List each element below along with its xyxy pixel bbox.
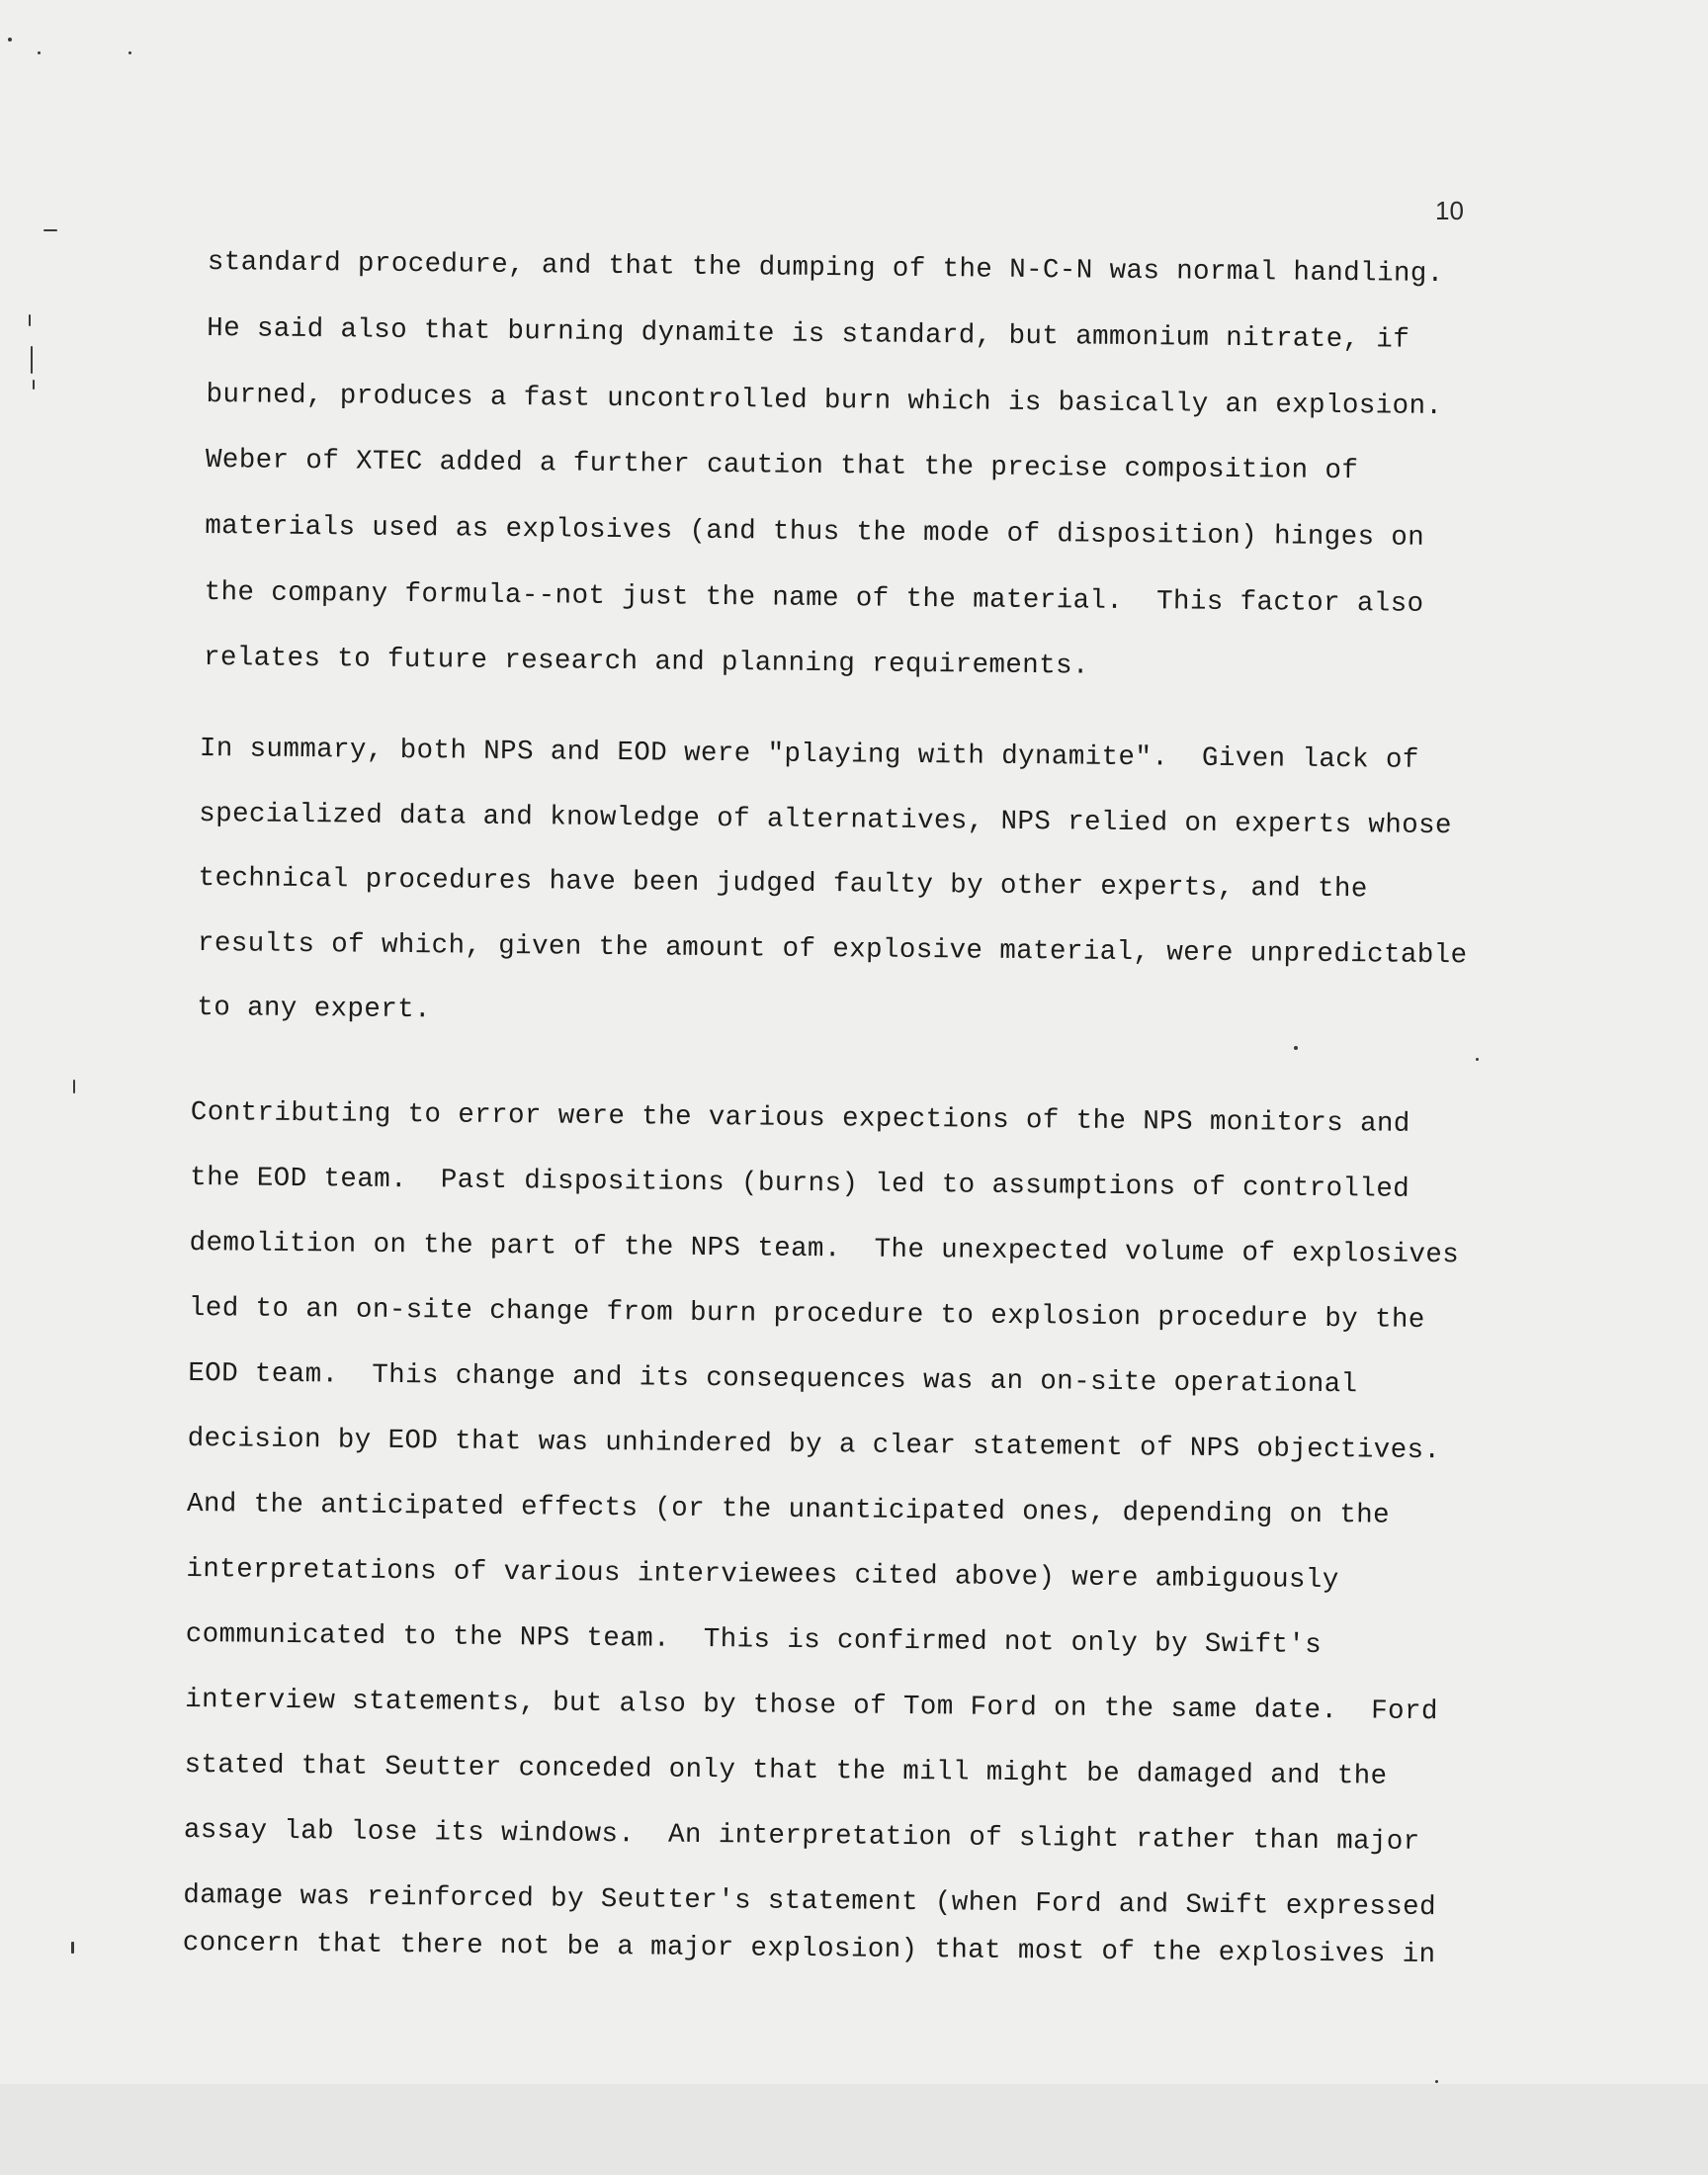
text-line: communicated to the NPS team. This is confirmed not only by Swift's: [185, 1618, 1323, 1662]
scan-speck: [29, 314, 31, 326]
text-line: Contributing to error were the various expections of the NPS monitors and: [190, 1097, 1410, 1140]
text-line: EOD team. This change and its consequences was an on-site operational: [188, 1357, 1358, 1401]
text-line: materials used as explosives (and thus the mode of disposition) hinges on: [205, 510, 1425, 554]
scan-speck: [73, 1080, 75, 1093]
text-line: He said also that burning dynamite is standard, but ammonium nitrate, if: [207, 312, 1410, 356]
text-line: Weber of XTEC added a further caution that the precise composition of: [205, 444, 1359, 487]
scan-speck: [31, 346, 33, 374]
text-line: the EOD team. Past dispositions (burns) led to assumptions of controlled: [190, 1162, 1410, 1205]
scan-speck: [38, 51, 41, 54]
text-line: In summary, both NPS and EOD were "playing with dynamite". Given lack of: [199, 734, 1419, 776]
scan-speck: [43, 229, 57, 231]
scan-speck: [128, 51, 131, 54]
text-line: decision by EOD that was unhindered by a clear statement of NPS objectives.: [187, 1423, 1441, 1467]
scan-speck: [1294, 1046, 1298, 1050]
text-line: specialized data and knowledge of alternatives, NPS relied on experts whose: [199, 798, 1453, 842]
text-line: damage was reinforced by Seutter's statement (when Ford and Swift expressed: [183, 1879, 1437, 1924]
text-line: relates to future research and planning requirements.: [203, 642, 1089, 682]
scan-speck: [1435, 2080, 1438, 2083]
scan-speck: [71, 1942, 74, 1954]
text-line: led to an on-site change from burn procedure to explosion procedure by the: [188, 1292, 1425, 1336]
text-line: assay lab lose its windows. An interpretation of slight rather than major: [183, 1814, 1420, 1858]
scan-speck: [8, 38, 12, 42]
page-number: 10: [1435, 196, 1464, 225]
text-line: demolition on the part of the NPS team. The unexpected volume of explosives: [189, 1227, 1460, 1271]
scan-speck: [33, 380, 35, 390]
text-line: interview statements, but also by those of Tom Ford on the same date. Ford: [185, 1684, 1438, 1728]
text-line: standard procedure, and that the dumping of the N-C-N was normal handling.: [207, 247, 1444, 291]
scan-speck: [1476, 1058, 1479, 1061]
text-line: And the anticipated effects (or the unanticipated ones, depending on the: [186, 1488, 1391, 1531]
scan-bottom-edge: [0, 2084, 1708, 2175]
text-line: technical procedures have been judged faulty by other experts, and the: [198, 862, 1368, 906]
text-line: to any expert.: [197, 992, 432, 1026]
text-line: burned, produces a fast uncontrolled burn which is basically an explosion.: [206, 379, 1443, 422]
text-line: interpretations of various interviewees cited above) were ambiguously: [186, 1553, 1339, 1597]
text-line: stated that Seutter conceded only that the mill might be damaged and the: [184, 1749, 1388, 1792]
text-line: results of which, given the amount of explosive material, were unpredictable: [197, 927, 1468, 972]
text-line: concern that there not be a major explosion) that most of the explosives in: [182, 1927, 1436, 1971]
text-line: the company formula--not just the name of the material. This factor also: [204, 576, 1424, 620]
